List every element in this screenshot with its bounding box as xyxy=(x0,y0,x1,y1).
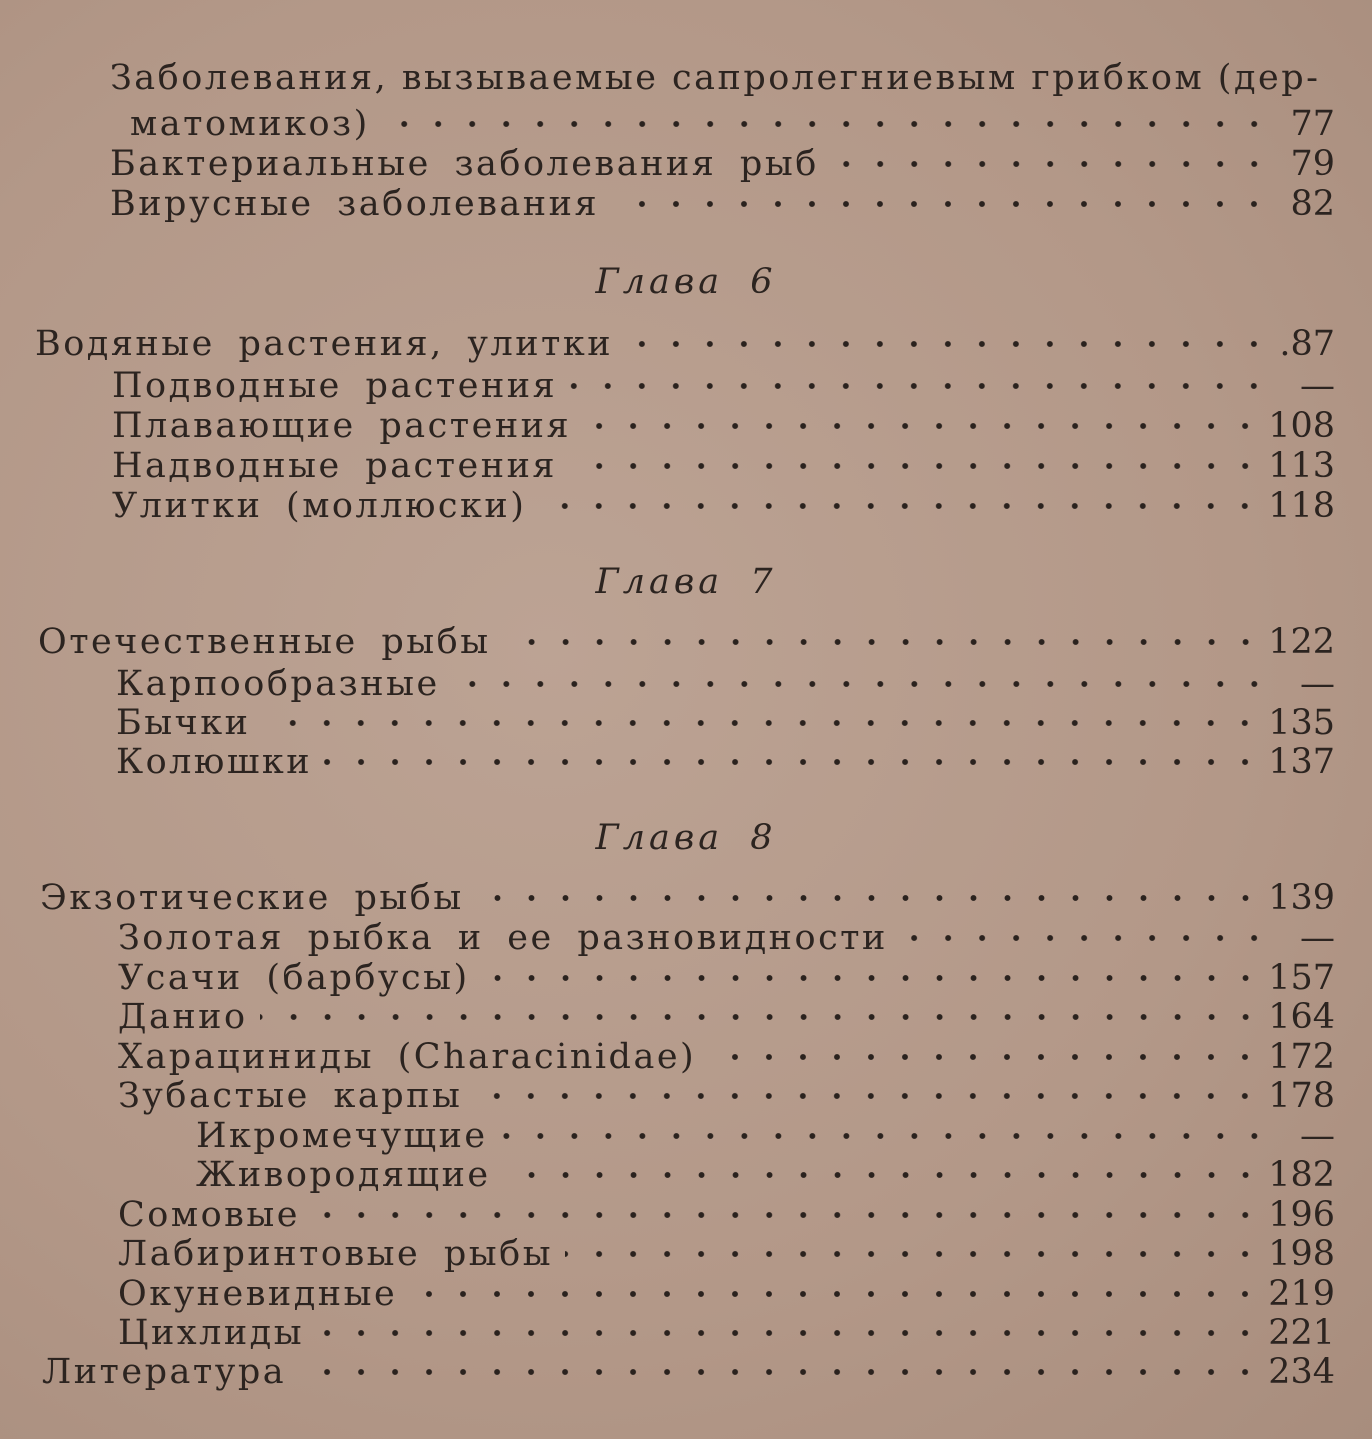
toc-entry[interactable] xyxy=(0,1191,1335,1235)
toc-entry-label: Улитки (моллюски) xyxy=(112,486,527,526)
toc-entry-label: Икромечущие xyxy=(196,1115,488,1156)
toc-section-label: Водяные растения, улитки xyxy=(35,324,614,364)
toc-entry[interactable] xyxy=(0,993,1335,1037)
toc-entry-label: Вирусные заболевания xyxy=(110,184,600,224)
toc-entry[interactable] xyxy=(0,699,1335,743)
toc-page-number: 182 xyxy=(1268,1155,1335,1195)
toc-page-number: 221 xyxy=(1268,1313,1335,1353)
toc-page-number: — xyxy=(1300,1115,1335,1156)
toc-page-number: 178 xyxy=(1268,1076,1335,1116)
dot-leader xyxy=(569,456,1262,476)
dot-leader xyxy=(611,194,1271,214)
toc-entry[interactable] xyxy=(0,402,1335,446)
dot-leader xyxy=(298,1362,1262,1382)
dot-leader xyxy=(260,1007,1263,1027)
toc-entry-label: Цихлиды xyxy=(118,1313,305,1353)
toc-entry[interactable] xyxy=(0,1033,1335,1077)
chapter-heading-6: Глава 6 xyxy=(595,262,777,302)
toc-entry-dermatomycosis-line1[interactable]: Заболевания, вызываемые сапролегниевым грибком (дер- xyxy=(110,58,1321,98)
toc-entry-label: Лабиринтовые рыбы xyxy=(118,1234,554,1274)
toc-page-number: 79 xyxy=(1290,144,1335,184)
toc-page-number: 137 xyxy=(1268,742,1335,782)
toc-entry-label: Литература xyxy=(42,1352,287,1392)
toc-entry[interactable] xyxy=(0,1112,1335,1156)
toc-entry-label: Надводные растения xyxy=(112,446,557,486)
dot-leader xyxy=(583,416,1262,436)
dot-leader xyxy=(503,1165,1263,1185)
toc-entry[interactable] xyxy=(0,738,1335,782)
dot-leader xyxy=(262,713,1262,733)
toc-entry-label: Окуневидные xyxy=(118,1273,398,1314)
toc-entry[interactable] xyxy=(0,1230,1335,1274)
dot-leader xyxy=(565,1244,1262,1264)
toc-entry[interactable] xyxy=(0,914,1335,958)
toc-entry-label: Живородящие xyxy=(196,1155,491,1195)
toc-entry-label: матомикоз) xyxy=(130,104,370,144)
dot-leader xyxy=(500,1126,1271,1146)
dot-leader xyxy=(503,632,1263,652)
toc-page-number: 77 xyxy=(1290,104,1335,144)
toc-page-number: 113 xyxy=(1268,446,1335,486)
toc-page-number: — xyxy=(1300,918,1335,958)
dot-leader xyxy=(569,376,1271,396)
toc-entry-label: Колюшки xyxy=(116,742,313,782)
dot-leader xyxy=(409,1284,1262,1304)
toc-entry-dermatomycosis[interactable] xyxy=(0,100,1335,144)
toc-entry-viral[interactable] xyxy=(0,180,1335,224)
dot-leader xyxy=(474,1086,1262,1106)
toc-section-domestic-fish[interactable] xyxy=(0,618,1335,662)
toc-page-number: 219 xyxy=(1268,1273,1335,1314)
toc-page-number: 234 xyxy=(1268,1352,1335,1392)
dot-leader xyxy=(625,334,1271,354)
toc-entry-label: Подводные растения xyxy=(112,366,558,406)
toc-page-number: 172 xyxy=(1268,1036,1335,1077)
toc-entry-label: Данио xyxy=(118,997,248,1037)
toc-entry-literature[interactable] xyxy=(0,1348,1335,1392)
toc-entry[interactable] xyxy=(0,442,1335,486)
toc-page-number: — xyxy=(1300,366,1335,406)
toc-page-number: 164 xyxy=(1268,997,1335,1037)
toc-entry-label: Карпообразные xyxy=(116,664,440,704)
toc-entry[interactable] xyxy=(0,954,1335,998)
toc-entry-label: Золотая рыбка и ее разновидности xyxy=(118,918,888,958)
dot-leader xyxy=(482,968,1263,988)
dot-leader xyxy=(324,752,1262,772)
dot-leader xyxy=(900,928,1271,948)
toc-page-number: 198 xyxy=(1268,1234,1335,1274)
dot-leader xyxy=(708,1047,1262,1067)
toc-entry[interactable] xyxy=(0,1072,1335,1116)
toc-entry[interactable] xyxy=(0,660,1335,704)
toc-entry-label: Харациниды (Characinidae) xyxy=(118,1036,697,1077)
toc-page-number: 157 xyxy=(1268,957,1335,998)
toc-entry[interactable] xyxy=(0,1151,1335,1195)
toc-page-number: .87 xyxy=(1279,324,1335,364)
toc-page-number: 108 xyxy=(1268,406,1335,446)
toc-page-number: 118 xyxy=(1268,486,1335,526)
dot-leader xyxy=(476,888,1262,908)
toc-entry-label: Бактериальные заболевания рыб xyxy=(110,144,819,184)
dot-leader xyxy=(831,154,1271,174)
toc-entry-label: Бычки xyxy=(116,703,251,743)
toc-entry[interactable] xyxy=(0,362,1335,406)
toc-page-number: 139 xyxy=(1268,878,1335,918)
toc-entry-bacterial[interactable] xyxy=(0,140,1335,184)
toc-section-label: Экзотические рыбы xyxy=(40,878,464,918)
toc-entry[interactable] xyxy=(0,482,1335,526)
toc-page-number: 196 xyxy=(1268,1194,1335,1235)
dot-leader xyxy=(382,114,1271,134)
dot-leader xyxy=(316,1323,1262,1343)
toc-section-exotic-fish[interactable] xyxy=(0,874,1335,918)
dot-leader xyxy=(452,674,1271,694)
toc-entry-label: Сомовые xyxy=(118,1194,300,1235)
toc-page-number: — xyxy=(1300,664,1335,704)
toc-page-number: 82 xyxy=(1290,184,1335,224)
dot-leader xyxy=(312,1205,1262,1225)
toc-entry-label: Плавающие растения xyxy=(112,406,572,446)
toc-entry-label: Усачи (барбусы) xyxy=(118,957,470,998)
dot-leader xyxy=(538,496,1262,516)
toc-section-label: Отечественные рыбы xyxy=(38,622,491,662)
toc-entry[interactable] xyxy=(0,1270,1335,1314)
toc-section-water-plants[interactable] xyxy=(0,320,1335,364)
chapter-heading-7: Глава 7 xyxy=(595,562,777,602)
toc-page-number: 135 xyxy=(1268,703,1335,743)
toc-entry-label: Зубастые карпы xyxy=(118,1076,463,1116)
chapter-heading-8: Глава 8 xyxy=(595,818,777,858)
toc-entry[interactable] xyxy=(0,1309,1335,1353)
toc-page-number: 122 xyxy=(1268,622,1335,662)
